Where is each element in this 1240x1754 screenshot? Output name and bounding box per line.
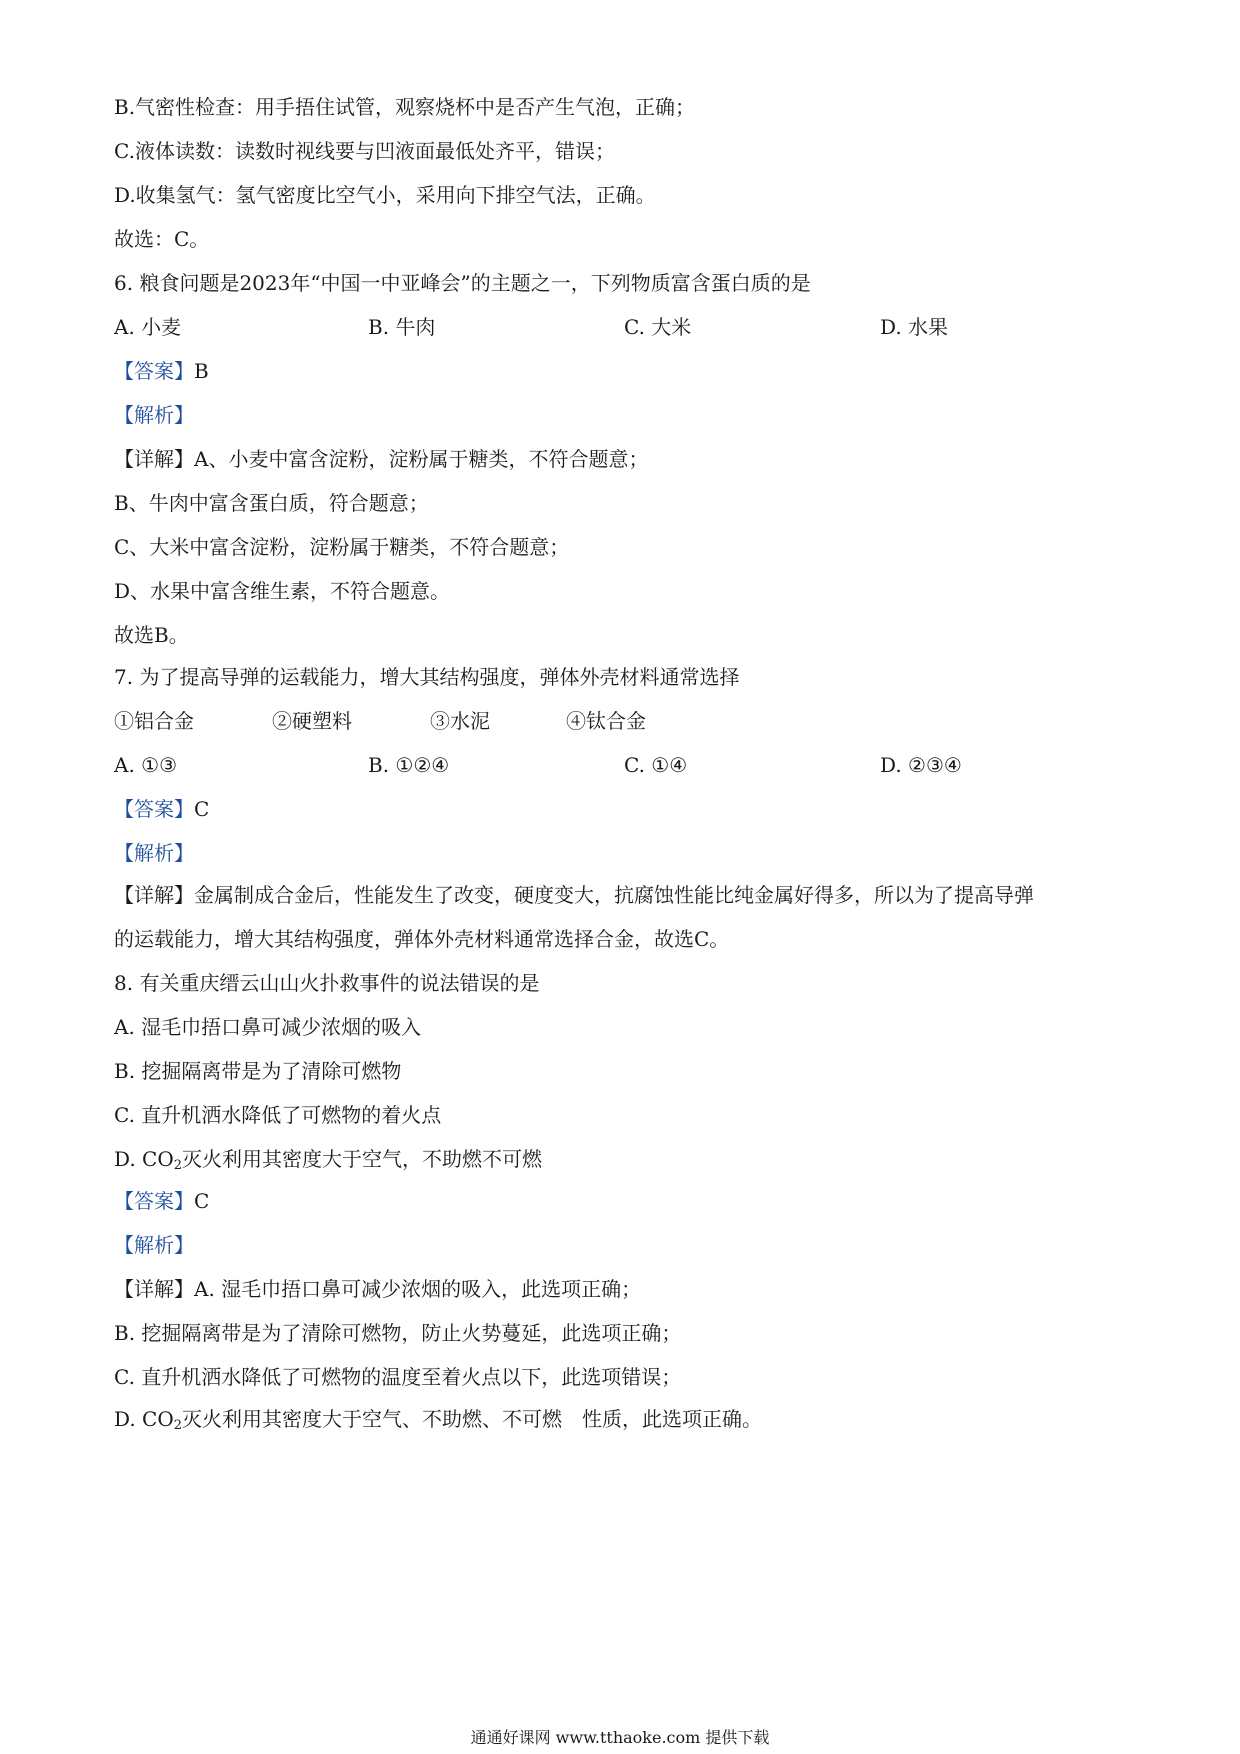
detail-tag: 【详解】 (114, 447, 194, 471)
q7-choice-1: ①铝合金 (114, 709, 194, 733)
q8-stem: 8. 有关重庆缙云山山火扑救事件的说法错误的是 (114, 971, 540, 995)
q8-detail-a-text: A. 湿毛巾捂口鼻可减少浓烟的吸入，此选项正确； (194, 1277, 642, 1301)
q7-choice-4: ④钛合金 (566, 709, 646, 733)
answer-tag: 【答案】 (114, 359, 194, 383)
q8-detail-d-suffix: 灭火利用其密度大于空气、不助燃、不可燃 性质，此选项正确。 (182, 1407, 763, 1431)
q7-detail-line-1 (114, 882, 1034, 908)
q6-stem: 6. 粮食问题是2023年“中国一中亚峰会”的主题之一，下列物质富含蛋白质的是 (114, 271, 811, 295)
q8-answer-value: C (194, 1189, 210, 1213)
q7-option-a: A. ①③ (114, 753, 178, 777)
q6-option-a: A. 小麦 (114, 315, 182, 339)
q7-choice-2: ②硬塑料 (272, 709, 352, 733)
q6-detail-b: B、牛肉中富含蛋白质，符合题意； (114, 491, 429, 515)
q5-option-b-explanation: B.气密性检查：用手捂住试管，观察烧杯中是否产生气泡，正确； (114, 95, 696, 119)
q5-option-d-explanation: D.收集氢气：氢气密度比空气小，采用向下排空气法，正确。 (114, 183, 656, 207)
q8-analysis-tag (114, 1232, 194, 1258)
page-footer: 通通好课网 www.tthaoke.com 提供下载 (470, 1728, 770, 1747)
q8-option-d-subscript: 2 (173, 1158, 183, 1173)
detail-tag: 【详解】 (114, 883, 194, 907)
q7-choice-3: ③水泥 (430, 709, 490, 733)
analysis-tag: 【解析】 (114, 841, 194, 865)
q8-option-c: C. 直升机洒水降低了可燃物的着火点 (114, 1103, 442, 1127)
q7-option-d: D. ②③④ (880, 753, 962, 777)
q5-conclusion: 故选：C。 (114, 227, 210, 251)
q6-option-c: C. 大米 (624, 315, 692, 339)
q8-option-d (114, 1146, 542, 1172)
q8-answer (114, 1188, 209, 1214)
q8-detail-c: C. 直升机洒水降低了可燃物的温度至着火点以下，此选项错误； (114, 1365, 682, 1389)
q8-option-d-suffix: 灭火利用其密度大于空气，不助燃不可燃 (182, 1147, 543, 1171)
q7-detail-line-1-text: 金属制成合金后，性能发生了改变，硬度变大，抗腐蚀性能比纯金属好得多，所以为了提高导弹 (194, 883, 1034, 907)
q6-analysis-tag (114, 402, 194, 428)
q8-detail-d-subscript: 2 (173, 1418, 183, 1433)
q7-option-c: C. ①④ (624, 753, 688, 777)
q8-detail-d (114, 1406, 762, 1432)
q6-detail-c: C、大米中富含淀粉，淀粉属于糖类，不符合题意； (114, 535, 570, 559)
analysis-tag: 【解析】 (114, 1233, 194, 1257)
q6-option-d: D. 水果 (880, 315, 949, 339)
q7-stem: 7. 为了提高导弹的运载能力，增大其结构强度，弹体外壳材料通常选择 (114, 665, 740, 689)
q7-answer (114, 796, 209, 822)
answer-tag: 【答案】 (114, 797, 194, 821)
q8-option-a: A. 湿毛巾捂口鼻可减少浓烟的吸入 (114, 1015, 422, 1039)
q6-answer (114, 358, 209, 384)
q8-detail-a (114, 1276, 641, 1302)
q6-conclusion: 故选B。 (114, 623, 189, 647)
detail-tag: 【详解】 (114, 1277, 194, 1301)
q6-option-b: B. 牛肉 (368, 315, 436, 339)
q6-detail-d: D、水果中富含维生素，不符合题意。 (114, 579, 451, 603)
q7-analysis-tag (114, 840, 194, 866)
q8-detail-b: B. 挖掘隔离带是为了清除可燃物，防止火势蔓延，此选项正确； (114, 1321, 682, 1345)
q5-option-c-explanation: C.液体读数：读数时视线要与凹液面最低处齐平，错误； (114, 139, 615, 163)
answer-tag: 【答案】 (114, 1189, 194, 1213)
q7-option-b: B. ①②④ (368, 753, 450, 777)
q7-answer-value: C (194, 797, 210, 821)
q8-detail-d-prefix: D. CO (114, 1407, 174, 1431)
q8-option-d-prefix: D. CO (114, 1147, 174, 1171)
q6-detail-a (114, 446, 648, 472)
q7-detail-line-2: 的运载能力，增大其结构强度，弹体外壳材料通常选择合金，故选C。 (114, 927, 730, 951)
q6-answer-value: B (194, 359, 209, 383)
q6-detail-a-text: A、小麦中富含淀粉，淀粉属于糖类，不符合题意； (194, 447, 649, 471)
q8-option-b: B. 挖掘隔离带是为了清除可燃物 (114, 1059, 402, 1083)
analysis-tag: 【解析】 (114, 403, 194, 427)
